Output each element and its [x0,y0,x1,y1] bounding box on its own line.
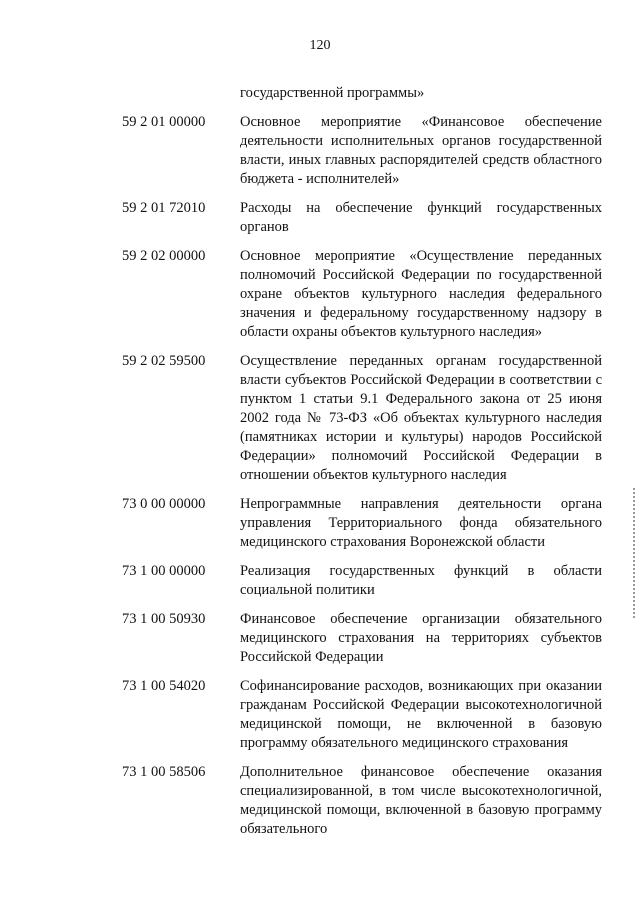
table-row [122,495,602,552]
row-text: Реализация государственных функций в области социальной политики [240,563,602,598]
row-code: 73 1 00 58506 [122,764,206,780]
row-text: Расходы на обеспечение функций государственных органов [240,200,602,235]
row-code: 73 1 00 54020 [122,678,206,694]
row-code: 73 0 00 00000 [122,496,206,512]
row-text: Софинансирование расходов, возникающих при оказании гражданам Российской Федерации высокотехнологичной медицинской помощи, не включенной в базовую программу обязательного медицинского страхования [240,678,602,751]
row-text: Непрограммные направления деятельности органа управления Территориального фонда обязательного медицинского страхования Воронежской области [240,496,602,550]
code-table [122,84,602,849]
table-row [122,84,602,103]
table-row [122,677,602,753]
row-text: Финансовое обеспечение организации обязательного медицинского страхования на территориях субъектов Российской Федерации [240,611,602,665]
row-text: Основное мероприятие «Осуществление переданных полномочий Российской Федерации по государственной охране объектов культурного наследия федерального значения и федеральному государственному надзору в области охраны объектов культурного наследия» [240,248,602,340]
table-row [122,763,602,839]
page-number: 120 [309,38,331,53]
table-row [122,113,602,189]
scan-edge-mark [633,488,635,618]
table-row [122,562,602,600]
table-row [122,199,602,237]
row-code: 59 2 01 00000 [122,114,206,130]
row-code: 59 2 02 00000 [122,248,206,264]
row-text: Основное мероприятие «Финансовое обеспечение деятельности исполнительных органов государственной власти, иных главных распорядителей средств областного бюджета - исполнителей» [240,114,602,187]
table-row [122,610,602,667]
table-row [122,247,602,342]
row-code: 73 1 00 50930 [122,611,206,627]
row-code: 59 2 01 72010 [122,200,206,216]
row-text: Дополнительное финансовое обеспечение оказания специализированной, в том числе высокотехнологичной, медицинской помощи, включенной в базовую программу обязательного [240,764,602,837]
row-code: 73 1 00 00000 [122,563,206,579]
row-text: Осуществление переданных органам государственной власти субъектов Российской Федерации в соответствии с пунктом 1 статьи 9.1 Федерального закона от 25 июня 2002 года № 73-ФЗ «Об объектах культурного наследия (памятниках истории и культуры) народов Российской Федерации» полномочий Российской Федерации в отношении объектов культурного наследия [240,353,602,483]
row-code: 59 2 02 59500 [122,353,206,369]
row-text: государственной программы» [240,85,425,101]
table-row [122,352,602,485]
